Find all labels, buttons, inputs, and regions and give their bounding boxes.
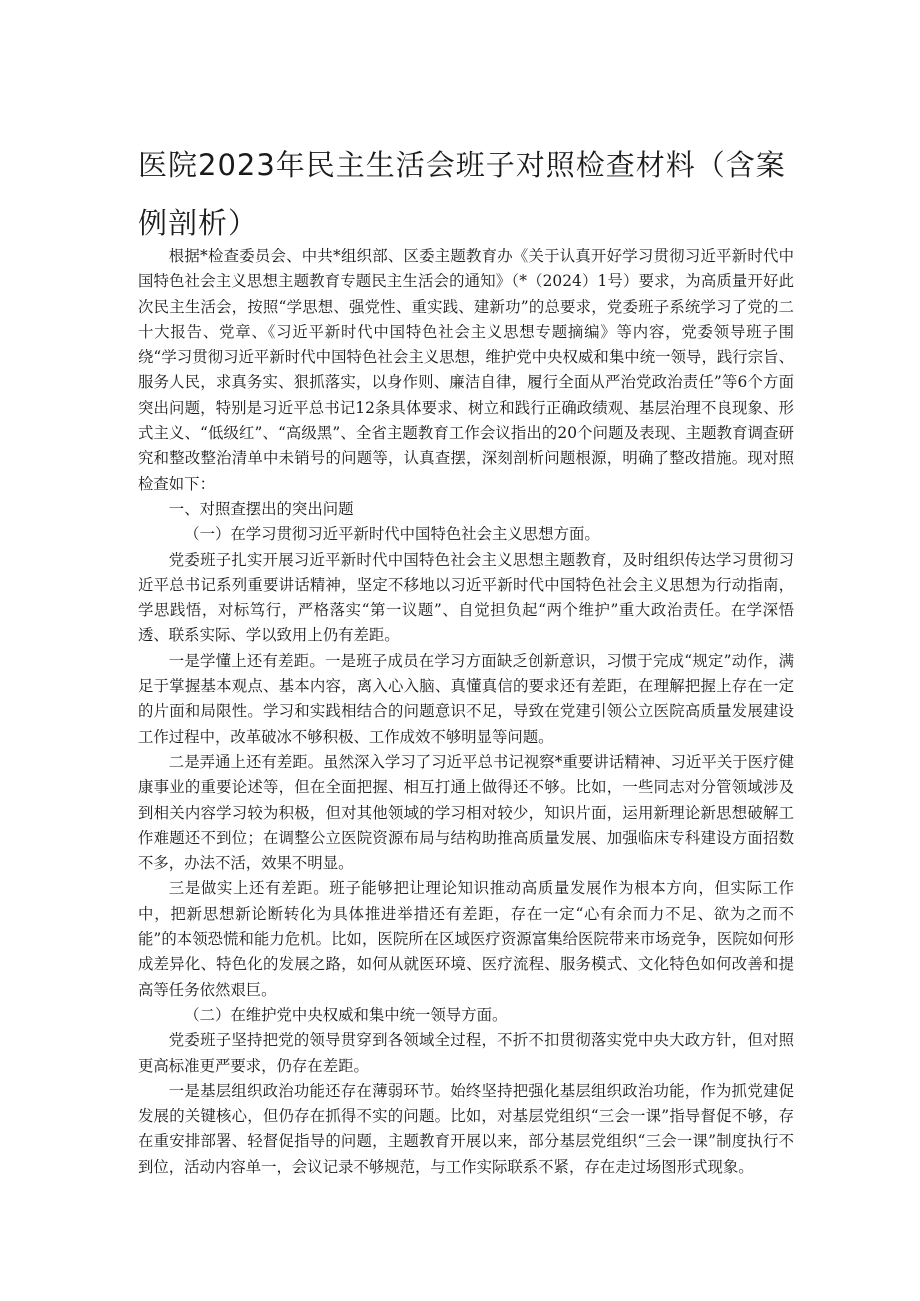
document-title: 医院2023年民主生活会班子对照检查材料（含案例剖析） xyxy=(138,148,786,240)
body-paragraph: 二是弄通上还有差距。虽然深入学习了习近平总书记视察*重要讲话精神、习近平关于医疗健康事业的重要论述等，但在全面把握、相互打通上做得还不够。比如，一些同志对分管领域涉及到相关内容学习较为积极，但对其他领域的学习相对较少，知识片面，运用新理论新思想破解工作难题还不到位；在调整公立医院资源布局与结构助推高质量发展、加强临床专科建设方面招数不多，办法不活，效果不明显。 xyxy=(138,752,794,873)
body-paragraph: 党委班子坚持把党的领导贯穿到各领域全过程，不折不扣贯彻落实党中央大政方针，但对照更高标准更严要求，仍存在差距。 xyxy=(138,1031,794,1075)
body-paragraph: 一是学懂上还有差距。一是班子成员在学习方面缺乏创新意识，习惯于完成“规定”动作，满足于掌握基本观点、基本内容，离入心入脑、真懂真信的要求还有差距，在理解把握上存在一定的片面和局限性。学习和实践相结合的问题意识不足，导致在党建引领公立医院高质量发展建设工作过程中，改革破冰不够积极、工作成效不够明显等问题。 xyxy=(138,651,794,746)
section-heading: 一、对照查摆出的突出问题 xyxy=(168,499,354,518)
intro-paragraph: 根据*检查委员会、中共*组织部、区委主题教育办《关于认真开好学习贯彻习近平新时代中国特色社会主义思想主题教育专题民主生活会的通知》（*（2024）1号）要求，为高质量开好此次民主生活会，按照“学思想、强党性、重实践、建新功”的总要求，党委班子系统学习了党的二十大报告、党章、《习近平新时代中国特色社会主义思想专题摘编》等内容，党委领导班子围绕“学习贯彻习近平新时代中国特色社会主义思想，维护党中央权威和集中统一领导，践行宗旨、服务人民，求真务实、狠抓落实，以身作则、廉洁自律，履行全面从严治党政治责任”等6个方面突出问题，特别是习近平总书记12条具体要求、树立和践行正确政绩观、基层治理不良现象、形式主义、“低级红”、“高级黑”、全省主题教育工作会议指出的20个问题及表现、主题教育调查研究和整改整治清单中未销号的问题等，认真查摆，深刻剖析问题根源，明确了整改措施。现对照检查如下： xyxy=(138,247,794,493)
document-body xyxy=(138,244,794,1180)
body-paragraph: 一是基层组织政治功能还存在薄弱环节。始终坚持把强化基层组织政治功能，作为抓党建促发展的关键核心，但仍存在抓得不实的问题。比如，对基层党组织“三会一课”指导督促不够，存在重安排部署、轻督促指导的问题，主题教育开展以来，部分基层党组织“三会一课”制度执行不到位，活动内容单一，会议记录不够规范，与工作实际联系不紧，存在走过场图形式现象。 xyxy=(138,1081,794,1176)
body-paragraph: 三是做实上还有差距。班子能够把让理论知识推动高质量发展作为根本方向，但实际工作中，把新思想新论断转化为具体推进举措还有差距，存在一定“心有余而力不足、欲为之而不能”的本领恐慌和能力危机。比如，医院所在区域医疗资源富集给医院带来市场竞争，医院如何形成差异化、特色化的发展之路，如何从就医环境、医疗流程、服务模式、文化特色如何改善和提高等任务依然艰巨。 xyxy=(138,879,794,999)
sub-section-heading: （一）在学习贯彻习近平新时代中国特色社会主义思想方面。 xyxy=(184,525,600,544)
sub-section-heading: （二）在维护党中央权威和集中统一领导方面。 xyxy=(184,1005,508,1024)
body-paragraph: 党委班子扎实开展习近平新时代中国特色社会主义思想主题教育，及时组织传达学习贯彻习近平总书记系列重要讲话精神，坚定不移地以习近平新时代中国特色社会主义思想为行动指南，学思践悟，对标笃行，严格落实“第一议题”、自觉担负起“两个维护”重大政治责任。在学深悟透、联系实际、学以致用上仍有差距。 xyxy=(138,550,794,645)
